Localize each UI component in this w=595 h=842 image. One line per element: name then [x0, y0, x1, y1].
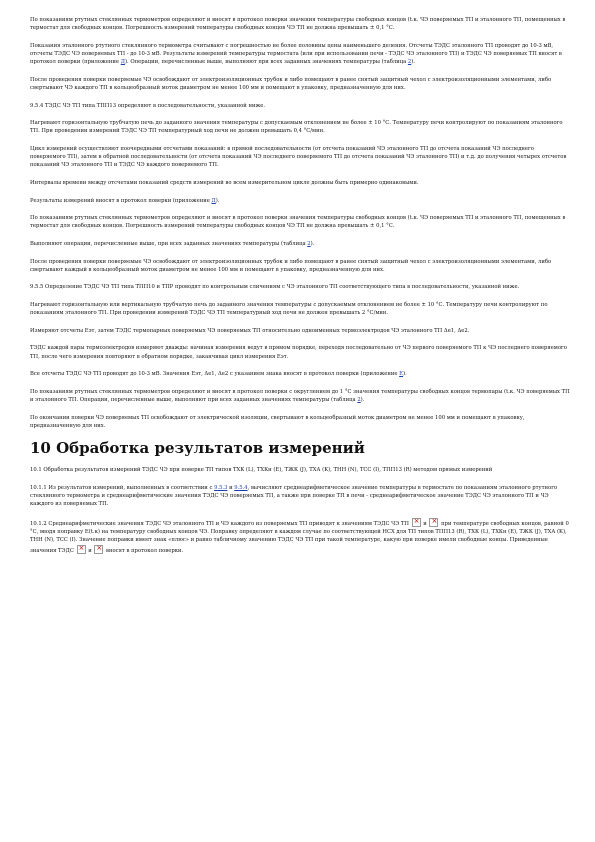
table-link[interactable]: 2 — [307, 240, 311, 247]
paragraph: По показаниям ртутных стеклянных термометров определяют и вносят в протокол поверки значения температуры свободных концов (t.к. ЧЭ поверяемых ТП и эталонного ТП, помещенных в термостат для свободных концов. Погрешность измерений температуры свободных концов ЧЭ ТП не должна превышать ± 0,1 °С. — [30, 215, 566, 230]
document-page — [30, 16, 570, 564]
appendix-link[interactable]: Е — [399, 371, 404, 378]
paragraph: 10.1.2 Среднеарифметические значения ТЭДС ЧЭ эталонного ТП и ЧЭ каждого из поверяемых ТП приводят к значениям ТЭДС ЧЭ ТП × и × при температуре свободных концов, равной 0 °С, вводя поправку E(t.к) на температуру свободных концов ЧЭ. Поправку определяют в каждом случае по соответствующей НСХ для ТП типов ТПП13 (R), ТХК (L), ТХКн (E), ТЖК (J), ТХА (K), ТНН (N), ТСС (I). Значение поправки имеет знак «плюс» и равно табличному значению ТЭДС ЧЭ ТП при такой температуре, какую при поверке имели свободные концы. Приведенные значения ТЭДС × и × вносят в протокол поверки. — [30, 518, 570, 555]
paragraph: ТЭДС каждой пары термоэлектродов измеряют дважды: начиная измерения ведут в прямом порядке, переходя последовательно от ЧЭ первого поверяемого ТП к ЧЭ последнего поверяемого ТП, после чего измерения повторяют в обратном порядке, заканчивая цикл измерения Еэт. — [30, 345, 567, 360]
broken-image-icon — [77, 545, 86, 554]
paragraph: Все отсчеты ТЭДС ЧЭ ТП проводят до 10-3 мВ. Значения Еэт, Δe1, Δe2 с указанием знака вносят в протокол поверки (приложение Е). — [30, 371, 407, 378]
appendix-link[interactable]: Д — [120, 59, 125, 66]
paragraph: После проведения поверки поверяемые ЧЭ освобождают от электроизоляционных трубок и либо помещают в ранее снятый защитный чехол с электроизоляционными элементами, либо свертывают каждый в кольцеобразный моток диаметром не менее 100 мм и помещают в упаковку, предназначенную для них. — [30, 258, 552, 273]
paragraph: Выполняют операции, перечисленные выше, при всех заданных значениях температуры (таблица 2). — [30, 240, 315, 247]
paragraph: Измеряют отсчеты Еэт, затем ТЭДС термопарных поверяемых ЧЭ поверяемых ТП относительно одноименных термоэлектродов ЧЭ эталонного ТП Δe1, Δe2. — [30, 327, 470, 334]
table-link[interactable]: 2 — [357, 396, 361, 403]
broken-image-icon — [429, 518, 438, 527]
paragraph: 10.1 Обработка результатов измерений ТЭДС ЧЭ при поверке ТП типов ТХК (L), ТХКн (E), ТЖК (J), ТХА (K), ТНН (N), ТСС (I), ТПП13 (R) методом прямых измерений — [30, 467, 493, 474]
paragraph: По окончании поверки ЧЭ поверяемых ТП освобождают от электрической изоляции, свертывают в кольцеобразный моток диаметром не менее 100 мм и помещают в упаковку, предназначенную для них. — [30, 414, 525, 429]
clause-link[interactable]: 9.5.4 — [234, 484, 248, 491]
paragraph: По показаниям ртутных стеклянных термометров определяют и вносят в протокол поверки значения температуры свободных концов (t.к. ЧЭ поверяемых ТП и эталонного ТП, помещенных в термостат для свободных концов. Погрешность измерений температуры свободных концов ЧЭ ТП не должна превышать ± 0,1 °С. — [30, 17, 566, 32]
paragraph: Нагревают горизонтальную или вертикальную трубчатую печь до заданного значения температуры с допускаемым отклонением не более ± 10 °С. Температуру печи контролируют по показаниям эталонного ТП. При проведении измерений ТЭДС ЧЭ ТП температурный ход печи не должен превышать 2 °С/мин. — [30, 301, 548, 317]
paragraph: Показания эталонного ртутного стеклянного термометра считывают с погрешностью не более половины цены наименьшего деления. Отсчеты ТЭДС эталонного ТП проводят до 10-3 мВ, отсчеты ТЭДС ЧЭ поверяемых ТП - до 10-3 мВ. Результаты измерений температуры термостата (или при использовании печи - ТЭДС ЧЭ эталонного ТП) и ТЭДС ЧЭ поверяемых ТП вносят в протокол поверки (приложение Д). Операции, перечисленные выше, выполняют при всех заданных значениях температуры (таблица 2). — [30, 42, 562, 66]
paragraph: По показаниям ртутных стеклянных термометров определяют и вносят в протокол поверки с округлением до 1 °С значения температуры свободных концов термопары (t.к. ЧЭ поверяемых ТП и эталонного ТП. Операции, перечисленные выше, выполняют при всех заданных значениях температуры (таблица 2). — [30, 388, 570, 403]
paragraph: 9.5.4 ТЭДС ЧЭ ТП типа ТПП13 определяют в последовательности, указанной ниже. — [30, 102, 266, 109]
table-link[interactable]: 2 — [407, 59, 412, 66]
paragraph: Нагревают горизонтальную трубчатую печь до заданного значения температуры с допускаемым отклонением не более ± 10 °С. Температуру печи контролируют по показаниям эталонного ТП. При проведении измерений ТЭДС ЧЭ ТП температурный ход печи не должен превышать 0,4 °С/мин. — [30, 120, 563, 135]
paragraph: Результаты измерений вносят в протокол поверки (приложение Д). — [30, 197, 220, 204]
paragraph: После проведения поверки поверяемые ЧЭ освобождают от электроизоляционных трубок и либо помещают в ранее снятый защитный чехол с электроизоляционными элементами, либо свертывают ЧЭ каждого ТП в кольцеобразный моток диаметром не менее 100 мм и помещают в упаковку, предназначенную для них. — [30, 76, 552, 91]
clause-link[interactable]: 9.5.3 — [214, 484, 228, 491]
appendix-link[interactable]: Д — [211, 197, 216, 204]
broken-image-icon — [94, 545, 103, 554]
paragraph: 10.1.1 Из результатов измерений, выполненных в соответствии с 9.5.3 и 9.5.4, вычисляют среднеарифметическое значение температуры в термостате по показаниям эталонного ртутного стеклянного термометра и среднеарифметические значения ТЭДС ЧЭ поверяемых ТП, а также при поверке ТП в печи - среднеарифметическое значение ТЭДС ЧЭ эталонного ТП и ЧЭ каждого из поверяемых ТП. — [30, 484, 558, 508]
broken-image-icon — [412, 518, 421, 527]
section-heading: 10 Обработка результатов измерений — [30, 439, 365, 458]
paragraph: Интервалы времени между отсчетами показаний средств измерений во всем измерительном цикле должны быть примерно одинаковыми. — [30, 179, 419, 186]
paragraph: Цикл измерений осуществляют поочередными отсчетами показаний: в прямой последовательности (от отсчета показаний ЧЭ эталонного ТП до отсчета показаний ЧЭ последнего поверяемого ТП), затем в обратной последовательности (от отсчета показаний ЧЭ последнего поверяемого ТП до отсчета показаний ЧЭ эталонного ТП) и т.д. до получения четырех отсчетов показаний ЧЭ эталонного ТП и ТЭДС ЧЭ каждого поверяемого ТП. — [30, 145, 567, 169]
paragraph: 9.5.5 Определение ТЭДС ЧЭ ТП типа ТПП10 и ТПР проводят по контрольным сличениям с ЧЭ эталонного ТП соответствующего типа в последовательности, указанной ниже. — [30, 284, 520, 291]
